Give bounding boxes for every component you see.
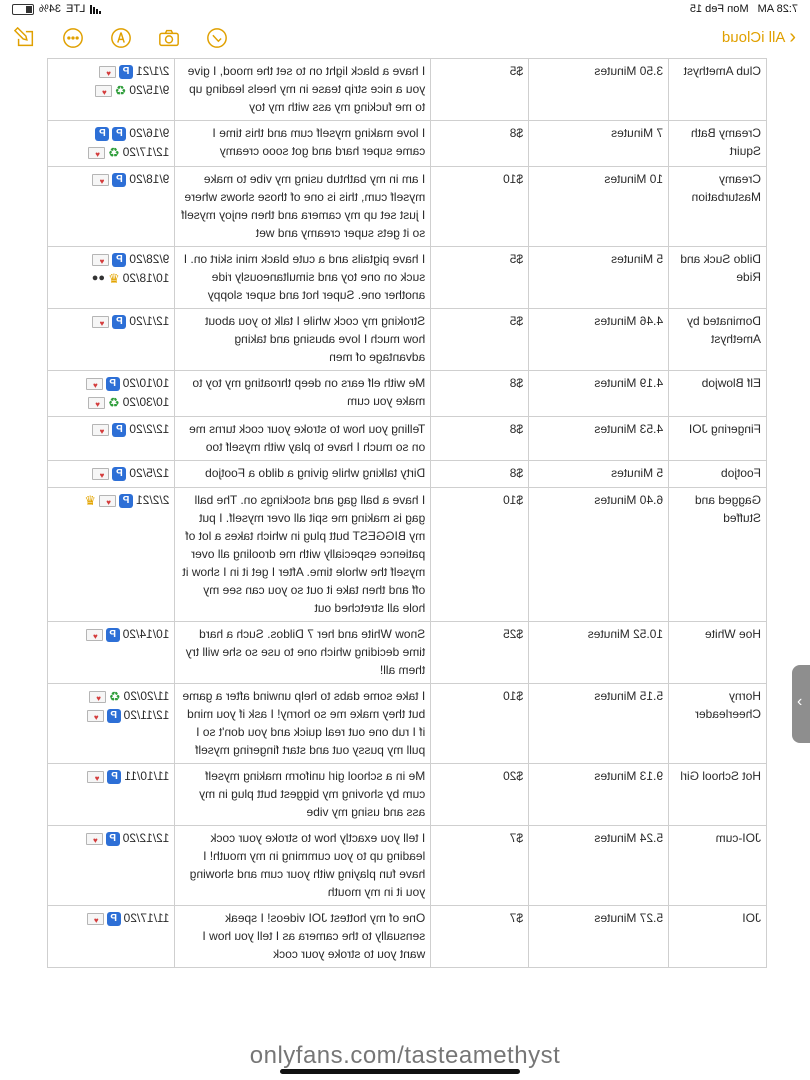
video-price: $5 [431, 59, 529, 121]
video-price: $25 [431, 622, 529, 684]
video-title: Club Amethyst [669, 59, 767, 121]
video-price: $5 [431, 309, 529, 371]
crown-icon: ♛ [108, 271, 120, 286]
p-badge-icon: P [95, 127, 109, 141]
love-letter-icon [86, 378, 103, 390]
p-badge-icon: P [119, 494, 133, 508]
posting-dates [48, 488, 175, 622]
posting-dates [48, 826, 175, 906]
date-line [53, 374, 169, 393]
date-line [53, 767, 169, 786]
video-description: I have a ball gag and stockings on. The ball gag is making me spit all over myself. I put my BIGGEST butt plug in which takes a lot of patience especially with me drooling all over myself the whole time. After I get it in I show it off and then take it out so you can see my hole all stretched out [175, 488, 431, 622]
video-price: $7 [431, 906, 529, 968]
video-description: I am in my bathtub using my vibe to make myself cum, this is one of those shows where I just set up my camera and then enjoy myself so it gets super creamy and wet [175, 167, 431, 247]
video-price: $20 [431, 764, 529, 826]
p-badge-icon: P [112, 173, 126, 187]
recycle-icon: ♻ [114, 83, 127, 98]
video-price: $5 [431, 247, 529, 309]
video-title: Hoe White [669, 622, 767, 684]
posting-dates [48, 247, 175, 309]
video-title: JOI-cum [669, 826, 767, 906]
video-description: Me with elf ears on deep throating my toy to make you cum [175, 371, 431, 417]
date-line [53, 625, 169, 644]
status-time: 7:28 AM [757, 3, 798, 15]
table-row [48, 417, 767, 461]
table-row [48, 488, 767, 622]
video-length: 3.50 Minutes [529, 59, 669, 121]
date-line [53, 420, 169, 439]
watermark: onlyfans.com/tasteamethyst [249, 1042, 561, 1069]
video-title: Horny Cheerleader [669, 684, 767, 764]
sidebar-handle[interactable] [792, 665, 810, 743]
date-line [53, 170, 169, 189]
table-row [48, 371, 767, 417]
crown-icon: ♛ [84, 493, 97, 508]
video-description: I have pigtails and a cute black mini skirt on. I suck on one toy and simultaneously ride another one. Super hot and super sloppy [175, 247, 431, 309]
love-letter-icon [92, 468, 109, 480]
video-title: Fingering JOI [669, 417, 767, 461]
recycle-icon: ♻ [108, 395, 120, 410]
post-date: 2/2/21 [136, 493, 170, 507]
video-length: 5.24 Minutes [529, 826, 669, 906]
posting-dates [48, 417, 175, 461]
table-row [48, 59, 767, 121]
video-title: Creamy Masturbation [669, 167, 767, 247]
post-date: 12/17/20 [122, 145, 170, 159]
love-letter-icon [86, 629, 103, 641]
video-length: 6.40 Minutes [529, 488, 669, 622]
chevron-left-icon: ‹ [789, 26, 796, 48]
date-line [53, 909, 169, 928]
table-row [48, 247, 767, 309]
video-price: $8 [431, 461, 529, 488]
battery-icon [12, 4, 34, 15]
love-letter-icon [87, 771, 104, 783]
posting-dates [48, 167, 175, 247]
notes-table [47, 58, 767, 968]
posting-dates [48, 622, 175, 684]
chevron-left-icon: ‹ [797, 693, 803, 710]
video-length: 10 Minutes [529, 167, 669, 247]
p-badge-icon: P [106, 377, 120, 391]
post-date: 12/1/20 [129, 314, 170, 328]
post-date: 12/11/20 [123, 708, 170, 722]
notes-toolbar [0, 20, 810, 58]
video-length: 5.15 Minutes [529, 684, 669, 764]
video-price: $7 [431, 826, 529, 906]
posting-dates [48, 764, 175, 826]
post-date: 11/20/20 [123, 689, 170, 703]
date-line [53, 706, 169, 725]
love-letter-icon [88, 147, 105, 159]
video-price: $8 [431, 121, 529, 167]
video-description: Me in a school girl uniform making myself cum by shoving my biggest butt plug in my ass and using my vibe [175, 764, 431, 826]
video-length: 5 Minutes [529, 247, 669, 309]
date-line [53, 81, 169, 100]
video-description: Telling you how to stroke your cock turns me on so much I have to play with myself too [175, 417, 431, 461]
markup-icon[interactable] [110, 27, 132, 49]
love-letter-icon [86, 833, 103, 845]
posting-dates [48, 371, 175, 417]
video-length: 4.53 Minutes [529, 417, 669, 461]
video-price: $8 [431, 417, 529, 461]
p-badge-icon: P [119, 65, 133, 79]
post-date: 9/15/20 [129, 83, 170, 97]
video-title: Footjob [669, 461, 767, 488]
battery-percent: 34% [39, 3, 62, 15]
table-row [48, 826, 767, 906]
video-length: 7 Minutes [529, 121, 669, 167]
video-title: Gagged and Stuffed [669, 488, 767, 622]
posting-dates [48, 906, 175, 968]
date-line [53, 312, 169, 331]
video-price: $10 [431, 684, 529, 764]
video-title: Dominated by Amethyst [669, 309, 767, 371]
p-badge-icon: P [112, 315, 126, 329]
checklist-icon[interactable] [206, 27, 228, 49]
back-label: All iCloud [721, 28, 786, 46]
date-line [53, 124, 169, 143]
date-line [53, 269, 169, 288]
back-button[interactable] [722, 28, 796, 46]
status-date: Mon Feb 15 [689, 3, 749, 15]
post-date: 9/16/20 [129, 126, 170, 140]
love-letter-icon [88, 397, 105, 409]
post-date: 10/14/20 [122, 627, 170, 641]
signal-icon [90, 5, 101, 14]
love-letter-icon [92, 316, 109, 328]
video-length: 4.19 Minutes [529, 371, 669, 417]
posting-dates [48, 684, 175, 764]
table-row [48, 461, 767, 488]
p-badge-icon: P [106, 628, 120, 642]
video-length: 9.13 Minutes [529, 764, 669, 826]
table-row [48, 309, 767, 371]
table-row [48, 121, 767, 167]
video-description: One of my hottest JOI videos! I speak sensually to the camera as I tell you how I want you to stroke your cock [175, 906, 431, 968]
post-date: 11/10/11 [124, 769, 170, 783]
date-line [53, 62, 169, 81]
p-badge-icon: P [106, 832, 120, 846]
table-row [48, 622, 767, 684]
video-length: 4.46 Minutes [529, 309, 669, 371]
post-date: 11/17/20 [123, 911, 170, 925]
camera-icon[interactable] [158, 27, 180, 49]
video-title: Elf Blowjob [669, 371, 767, 417]
video-description: I love making myself cum and this time I came super hard and got sooo creamy [175, 121, 431, 167]
post-date: 10/30/20 [122, 395, 170, 409]
eyes-icon: ●● [91, 272, 106, 284]
video-description: I have a black light on to set the mood, I give you a nice strip tease in my heels leading up to me fucking my ass with my toy [175, 59, 431, 121]
posting-dates [48, 121, 175, 167]
date-line [53, 143, 169, 162]
video-description: I take some dabs to help unwind after a game but they make me so horny! I ask if you mind if I rub one out real quick and you don't so I pull my pussy out and start fingering myself [175, 684, 431, 764]
p-badge-icon: P [112, 253, 126, 267]
video-price: $10 [431, 488, 529, 622]
posting-dates [48, 461, 175, 488]
post-date: 9/28/20 [129, 252, 170, 266]
love-letter-icon [89, 691, 106, 703]
date-line [53, 687, 169, 706]
video-description: I tell you exactly how to stroke your cock leading up to you cumming in my mouth! I have fun playing with your cum and showing you it in my mouth [175, 826, 431, 906]
table-row [48, 684, 767, 764]
p-badge-icon: P [112, 423, 126, 437]
p-badge-icon: P [107, 770, 121, 784]
p-badge-icon: P [107, 709, 121, 723]
video-length: 5.27 Minutes [529, 906, 669, 968]
recycle-icon: ♻ [108, 145, 120, 160]
video-price: $10 [431, 167, 529, 247]
p-badge-icon: P [112, 467, 126, 481]
date-line [53, 829, 169, 848]
love-letter-icon [92, 174, 109, 186]
video-length: 5 Minutes [529, 461, 669, 488]
video-description: Stroking my cock while I talk to you about how much I love abusing and taking advantage of men [175, 309, 431, 371]
table-row [48, 906, 767, 968]
post-date: 12/2/20 [129, 422, 170, 436]
table-row [48, 764, 767, 826]
love-letter-icon [87, 710, 104, 722]
video-length: 10.52 Minutes [529, 622, 669, 684]
love-letter-icon [99, 495, 116, 507]
post-date: 2/1/21 [136, 64, 170, 78]
video-description: Snow White and her 7 Dildos. Such a hard time deciding which one to use so she will try them all! [175, 622, 431, 684]
status-bar [0, 0, 810, 20]
date-line [53, 491, 169, 510]
love-letter-icon [92, 254, 109, 266]
video-price: $8 [431, 371, 529, 417]
post-date: 9/18/20 [129, 172, 170, 186]
post-date: 12/12/20 [122, 831, 170, 845]
recycle-icon: ♻ [108, 689, 121, 704]
p-badge-icon: P [107, 912, 121, 926]
love-letter-icon [92, 424, 109, 436]
date-line [53, 464, 169, 483]
date-line [53, 250, 169, 269]
post-date: 10/10/20 [122, 376, 170, 390]
love-letter-icon [95, 85, 112, 97]
love-letter-icon [87, 913, 104, 925]
posting-dates [48, 59, 175, 121]
video-title: JOI [669, 906, 767, 968]
posting-dates [48, 309, 175, 371]
post-date: 10/18/20 [122, 271, 170, 285]
video-title: Creamy Bath Squirt [669, 121, 767, 167]
table-row [48, 167, 767, 247]
network-label: LTE [66, 3, 86, 15]
love-letter-icon [99, 66, 116, 78]
date-line [53, 393, 169, 412]
p-badge-icon: P [112, 127, 126, 141]
post-date: 12/5/20 [129, 466, 170, 480]
video-description: Dirty talking while giving a dildo a Footjob [175, 461, 431, 488]
video-title: Dildo Suck and Ride [669, 247, 767, 309]
video-title: Hot School Girl [669, 764, 767, 826]
more-icon[interactable] [62, 27, 84, 49]
compose-icon[interactable] [14, 27, 36, 49]
